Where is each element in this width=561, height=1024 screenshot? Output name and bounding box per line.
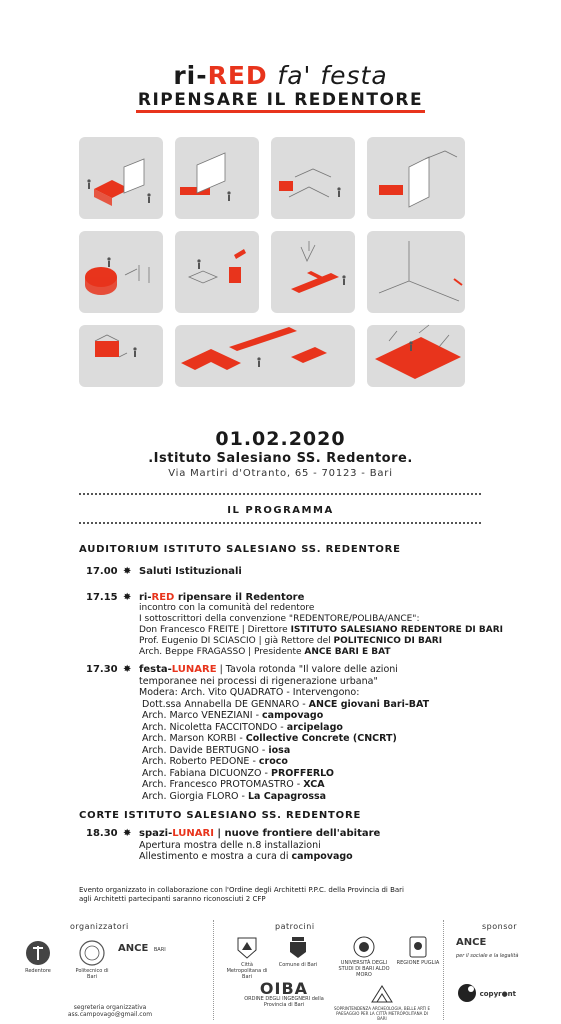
- speaker-list: [142, 699, 506, 803]
- comune-bari-logo: [278, 936, 318, 968]
- divider: [213, 920, 214, 1020]
- speaker-org: Collective Concrete (CNCRT): [245, 733, 397, 744]
- item-line: Modera: Arch. Vito QUADRATO - Intervengono:: [139, 687, 360, 698]
- ance-logo: [118, 943, 208, 954]
- item-title-red: LUNARE: [171, 664, 217, 675]
- divider: [79, 522, 481, 524]
- bullet-icon: ✸: [123, 566, 132, 577]
- item-time: 18.30: [86, 828, 118, 839]
- patrons-label: patrocini: [275, 922, 315, 931]
- item-line: [139, 625, 506, 636]
- speaker-name: Arch. Marco VENEZIANI -: [142, 710, 263, 721]
- item-time: 17.30: [86, 664, 118, 675]
- logo-sublabel: ORDINE DEGLI INGEGNERI della Provincia di Bari: [244, 996, 324, 1008]
- person: Don Francesco FREITE | Direttore: [139, 625, 291, 635]
- installations-illustration: [79, 137, 465, 387]
- sponsor-label: sponsor: [482, 922, 518, 931]
- secretary-label: segreteria organizzativa: [73, 1004, 147, 1011]
- item-title-red: RED: [151, 592, 175, 603]
- organization: ANCE BARI E BAT: [304, 647, 391, 657]
- speaker: [142, 768, 506, 780]
- speaker-org: arcipelago: [286, 721, 343, 733]
- speaker-org: La Capagrossa: [247, 790, 327, 802]
- speaker-name: Arch. Francesco PROTOMASTRO -: [142, 779, 304, 790]
- speaker: [142, 710, 506, 722]
- divider: [79, 493, 481, 495]
- logo-label: REGIONE PUGLIA: [396, 960, 440, 966]
- speaker-org: iosa: [268, 744, 291, 756]
- speaker-org: croco: [258, 756, 288, 767]
- logo-label: ANCE: [118, 943, 149, 954]
- speaker: [142, 756, 506, 768]
- logo-label: SOPRINTENDENZA ARCHEOLOGIA, BELLE ARTI E PAESAGGIO PER LA CITTÀ METROPOLITANA DI BARI: [333, 1006, 431, 1021]
- bullet-icon: ✸: [123, 828, 132, 839]
- speaker-name: Arch. Marson KORBI -: [142, 733, 246, 744]
- organizers-label: organizzatori: [70, 922, 129, 931]
- item-title: [139, 664, 506, 676]
- metro-bari-logo: [224, 936, 270, 980]
- item-line: [139, 851, 506, 863]
- soprintendenza-logo: [332, 984, 432, 1021]
- bullet-icon: ✸: [123, 664, 132, 675]
- organization: campovago: [291, 851, 353, 862]
- program-item-ripensare: [86, 592, 506, 658]
- logo-label: OIBA: [259, 979, 309, 998]
- header-title: [0, 62, 561, 113]
- logo-label: Comune di Bari: [278, 962, 318, 968]
- organization: POLITECNICO DI BARI: [333, 636, 443, 646]
- title-italic: fa' festa: [277, 61, 388, 90]
- item-line: I sottoscrittori della convenzione "REDENTORE/POLIBA/ANCE":: [139, 614, 420, 624]
- event-venue: .Istituto Salesiano SS. Redentore.: [148, 451, 413, 466]
- speaker-org: ANCE giovani Bari-BAT: [308, 698, 430, 710]
- speaker-name: Arch. Nicoletta FACCITONDO -: [142, 721, 287, 733]
- item-title-prefix: spazi-: [139, 828, 173, 839]
- event-name: [0, 62, 561, 90]
- item-line: [139, 636, 506, 647]
- logo-label: UNIVERSITÀ DEGLI STUDI DI BARI ALDO MORO: [338, 960, 390, 978]
- event-info: [0, 428, 561, 480]
- item-line: temporanee nei processi di rigenerazione urbana": [139, 675, 378, 687]
- organization: ISTITUTO SALESIANO REDENTORE DI BARI: [290, 625, 503, 635]
- speaker-name: Arch. Roberto PEDONE -: [142, 756, 259, 767]
- item-time: 17.00: [86, 566, 118, 577]
- speaker-org: campovago: [262, 710, 324, 721]
- speaker-name: Dott.ssa Annabella DE GENNARO -: [142, 698, 309, 710]
- speaker: [142, 779, 506, 791]
- speaker: [142, 699, 506, 711]
- item-title: [139, 592, 506, 603]
- title-red: RED: [207, 61, 268, 90]
- title-prefix: ri-: [173, 61, 208, 90]
- speaker: [142, 745, 506, 757]
- regione-puglia-logo: [396, 936, 440, 966]
- speaker: [142, 791, 506, 803]
- program-item-spazi: [86, 828, 506, 863]
- event-note: [79, 886, 509, 904]
- person: Prof. Eugenio DI SCIASCIO | già Rettore del: [139, 636, 334, 646]
- note-line: Evento organizzato in collaborazione con l'Ordine degli Architetti P.P.C. della Provincia di Bari: [79, 886, 404, 894]
- person: Arch. Beppe FRAGASSO | Presidente: [139, 647, 305, 657]
- bullet-icon: ✸: [123, 592, 132, 603]
- speaker: [142, 722, 506, 734]
- logo-sublabel: per il sociale e la legalità: [456, 953, 519, 959]
- logo-label: ANCE: [456, 937, 487, 948]
- item-title-rest: ripensare il Redentore: [174, 592, 305, 603]
- event-subtitle: RIPENSARE IL REDENTORE: [136, 91, 425, 113]
- oiba-logo: [244, 979, 324, 1008]
- logo-label: Città Metropolitana di Bari: [226, 962, 268, 980]
- item-title: Saluti Istituzionali: [139, 566, 242, 577]
- item-title-prefix: ri-: [139, 592, 152, 603]
- item-title: [139, 828, 506, 840]
- speaker-org: PROFFERLO: [271, 767, 334, 779]
- logo-sublabel: BARI: [153, 947, 166, 953]
- item-time: 17.15: [86, 592, 118, 603]
- speaker: [142, 733, 506, 745]
- logo-label: copyr●nt: [479, 990, 517, 998]
- poliba-logo: [72, 940, 112, 980]
- copyrant-logo: [456, 982, 546, 1006]
- item-line-text: Allestimento e mostra a cura di: [139, 851, 292, 862]
- event-address: Via Martiri d'Otranto, 65 - 70123 - Bari: [168, 468, 393, 479]
- program-title: IL PROGRAMMA: [227, 505, 334, 516]
- item-line: incontro con la comunità del redentore: [139, 603, 315, 613]
- program-item-saluti: [86, 566, 506, 578]
- divider: [443, 920, 444, 1020]
- item-title-red: LUNARI: [172, 828, 214, 839]
- speaker-name: Arch. Davide BERTUGNO -: [142, 744, 269, 756]
- item-title-rest: | Tavola rotonda "Il valore delle azioni: [216, 664, 398, 675]
- secretary-info: [55, 1004, 165, 1018]
- item-line: [139, 647, 506, 658]
- event-date: 01.02.2020: [215, 428, 346, 450]
- item-title-prefix: festa-: [139, 664, 172, 675]
- ance-sponsor-logo: [456, 937, 546, 959]
- logo-label: Redentore: [25, 968, 51, 974]
- speaker-org: XCA: [303, 779, 325, 790]
- program-item-festa: [86, 664, 506, 802]
- uniba-logo: [336, 936, 392, 978]
- speaker-name: Arch. Fabiana DICUONZO -: [142, 767, 271, 779]
- item-line: Apertura mostra delle n.8 installazioni: [139, 839, 321, 851]
- section-heading-auditorium: AUDITORIUM ISTITUTO SALESIANO SS. REDENTORE: [79, 544, 401, 555]
- section-heading-corte: CORTE ISTITUTO SALESIANO SS. REDENTORE: [79, 810, 362, 821]
- redentore-logo: [18, 940, 58, 974]
- note-line: agli Architetti partecipanti saranno riconosciuti 2 CFP: [79, 895, 266, 903]
- speaker-name: Arch. Giorgia FLORO -: [142, 790, 248, 802]
- secretary-email[interactable]: ass.campovago@gmail.com: [67, 1011, 153, 1018]
- item-title-rest: | nuove frontiere dell'abitare: [213, 828, 381, 839]
- logo-label: Politecnico di Bari: [75, 968, 109, 980]
